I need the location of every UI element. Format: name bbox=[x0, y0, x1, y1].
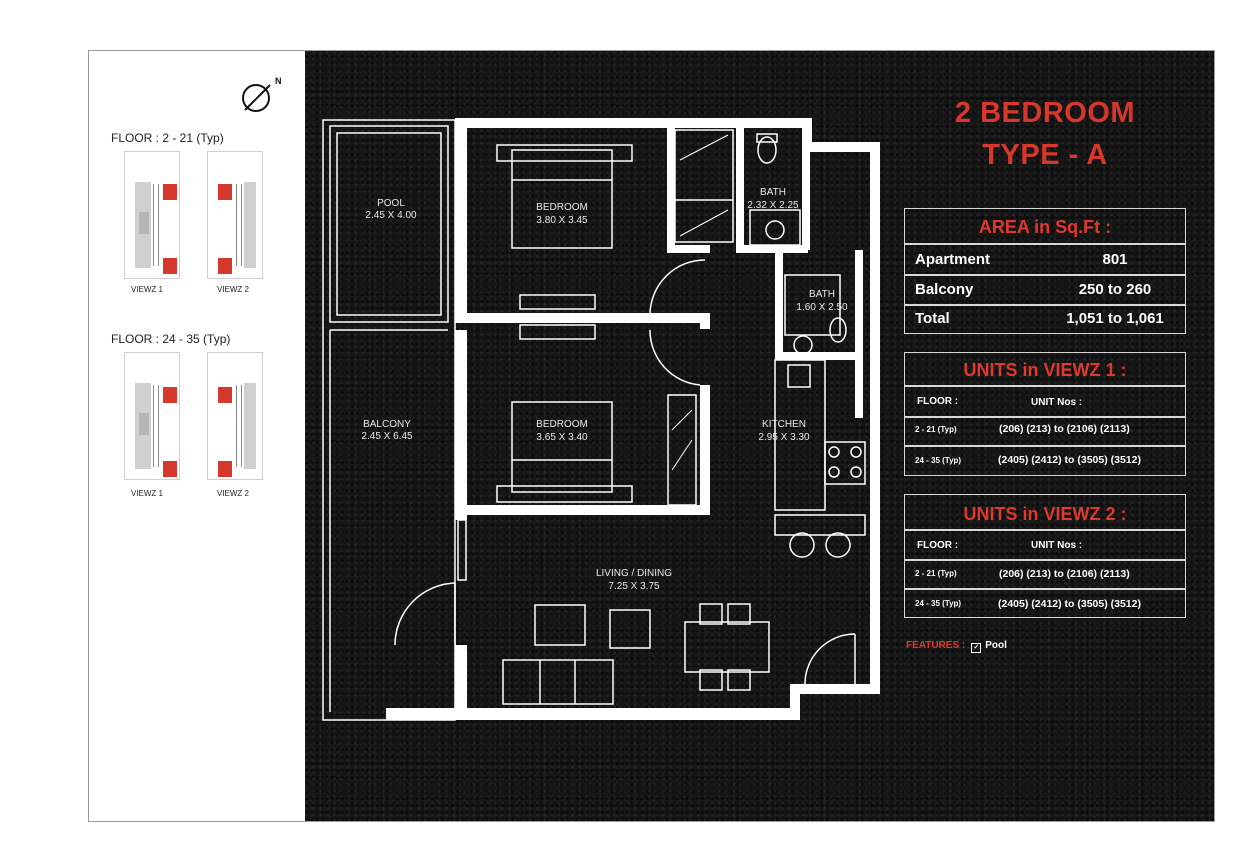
units-viewz2-floor-header: FLOOR : bbox=[917, 540, 959, 551]
features-line bbox=[906, 640, 1007, 653]
units-viewz1-table bbox=[904, 352, 1186, 476]
unit-highlight bbox=[163, 387, 177, 403]
viewz1-label: VIEWZ 1 bbox=[130, 489, 163, 498]
unit-highlight bbox=[163, 258, 177, 274]
unit-highlight bbox=[218, 258, 232, 274]
area-value-total: 1,051 to 1,061 bbox=[1066, 310, 1164, 327]
room-dims-balcony: 2.45 X 6.45 bbox=[361, 431, 413, 442]
viewz1-label: VIEWZ 1 bbox=[130, 285, 163, 294]
unit-highlight bbox=[163, 461, 177, 477]
units-viewz1-heading: UNITS in VIEWZ 1 : bbox=[963, 360, 1127, 380]
area-heading: AREA in Sq.Ft : bbox=[978, 217, 1112, 237]
units-viewz1-floor-row-1: 2 - 21 (Typ) bbox=[915, 425, 957, 434]
room-name-kitchen: KITCHEN bbox=[762, 419, 806, 430]
units-viewz1-units-row-2: (2405) (2412) to (3505) (3512) bbox=[998, 454, 1141, 466]
units-viewz2-table bbox=[904, 494, 1186, 618]
units-viewz1-floor-row-2: 24 - 35 (Typ) bbox=[915, 456, 962, 465]
unit-highlight bbox=[218, 387, 232, 403]
units-viewz2-units-row-1: (206) (213) to (2106) (2113) bbox=[999, 568, 1130, 580]
unit-highlight bbox=[218, 461, 232, 477]
room-name-bedroom-1: BEDROOM bbox=[536, 202, 588, 213]
room-name-bath-1: BATH bbox=[760, 187, 786, 198]
unit-highlight bbox=[163, 184, 177, 200]
title-line-1: 2 BEDROOM bbox=[954, 97, 1136, 129]
units-viewz1-unit-header: UNIT Nos : bbox=[1031, 397, 1083, 408]
units-viewz2-units-row-2: (2405) (2412) to (3505) (3512) bbox=[998, 598, 1141, 610]
room-dims-kitchen: 2.95 X 3.30 bbox=[758, 432, 810, 443]
floor-range-label-b: FLOOR : 24 - 35 (Typ) bbox=[111, 332, 231, 346]
area-table bbox=[904, 208, 1186, 334]
keyplan-floor-b-viewz1 bbox=[124, 352, 180, 480]
units-viewz1-units-row-1: (206) (213) to (2106) (2113) bbox=[999, 423, 1130, 435]
room-dims-pool: 2.45 X 4.00 bbox=[365, 210, 417, 221]
north-arrow-icon bbox=[238, 74, 288, 118]
units-viewz2-heading: UNITS in VIEWZ 2 : bbox=[963, 504, 1127, 524]
room-dims-living-dining: 7.25 X 3.75 bbox=[608, 581, 660, 592]
room-name-bath-2: BATH bbox=[809, 289, 835, 300]
area-label-apartment: Apartment bbox=[915, 251, 991, 268]
units-viewz2-unit-header: UNIT Nos : bbox=[1031, 540, 1083, 551]
viewz2-label: VIEWZ 2 bbox=[216, 489, 249, 498]
area-label-total: Total bbox=[915, 310, 950, 327]
unit-highlight bbox=[218, 184, 232, 200]
viewz2-label: VIEWZ 2 bbox=[216, 285, 249, 294]
compass-letter: N bbox=[275, 76, 282, 86]
room-name-bedroom-2: BEDROOM bbox=[536, 419, 588, 430]
keyplan-floor-b-viewz2 bbox=[207, 352, 263, 480]
unit-type-title bbox=[905, 92, 1185, 176]
room-dims-bedroom-1: 3.80 X 3.45 bbox=[536, 215, 588, 226]
room-name-pool: POOL bbox=[377, 198, 405, 209]
room-dims-bath-1: 2.32 X 2.25 bbox=[747, 200, 799, 211]
area-value-balcony: 250 to 260 bbox=[1078, 281, 1152, 298]
feature-pool: Pool bbox=[985, 640, 1007, 651]
features-label: FEATURES : bbox=[906, 640, 966, 651]
room-name-living-dining: LIVING / DINING bbox=[595, 568, 673, 579]
units-viewz2-floor-row-1: 2 - 21 (Typ) bbox=[915, 569, 957, 578]
room-dims-bath-2: 1.60 X 2.50 bbox=[796, 302, 848, 313]
room-name-balcony: BALCONY bbox=[363, 419, 411, 430]
units-viewz1-floor-header: FLOOR : bbox=[917, 396, 959, 407]
keyplan-floor-a-viewz2 bbox=[207, 151, 263, 279]
room-dims-bedroom-2: 3.65 X 3.40 bbox=[536, 432, 588, 443]
units-viewz2-floor-row-2: 24 - 35 (Typ) bbox=[915, 599, 962, 608]
floor-range-label-a: FLOOR : 2 - 21 (Typ) bbox=[111, 131, 224, 145]
keyplan-floor-a-viewz1 bbox=[124, 151, 180, 279]
area-label-balcony: Balcony bbox=[915, 281, 974, 298]
checkbox-checked-icon: ✓ bbox=[971, 643, 981, 653]
title-line-2: TYPE - A bbox=[982, 139, 1108, 171]
area-value-apartment: 801 bbox=[1102, 251, 1128, 268]
floor-plan-drawing bbox=[305, 51, 905, 751]
